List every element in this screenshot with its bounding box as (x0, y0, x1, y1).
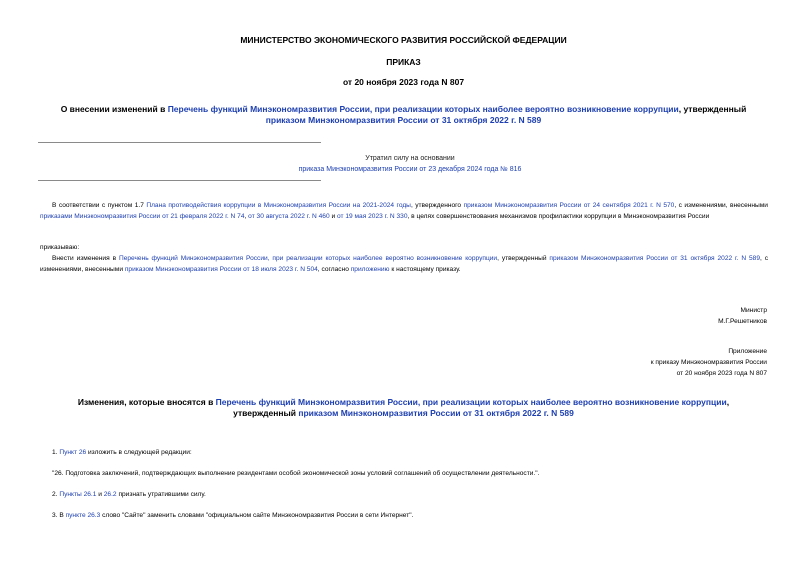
intro-text-6: , в целях совершенствования механизмов профилактики коррупции в Минэкономразвития России (407, 212, 710, 220)
separator-bottom (38, 180, 321, 181)
order-text-2: , утвержденный (497, 255, 550, 262)
changes-title-text-1: Изменения, которые вносятся в (77, 397, 216, 407)
item-2-text: признать утратившими силу. (116, 491, 206, 498)
intro-link-order-74[interactable]: приказами Минэкономразвития России от 21 февраля 2022 г. N 74 (40, 212, 245, 220)
order-text-5: к настоящему приказу. (389, 265, 461, 273)
item-3-number: 3. В (52, 512, 66, 519)
doc-type: ПРИКАЗ (386, 57, 421, 67)
intro-text-2: , утвержденного (410, 202, 464, 209)
document-title (40, 104, 767, 126)
doc-date: от 20 ноября 2023 года N 807 (342, 77, 465, 87)
appendix-label: Приложение (728, 348, 767, 355)
item-3-link[interactable]: пункте 26.3 (65, 512, 101, 519)
item-2-number: 2. (52, 491, 60, 498)
item-3 (52, 511, 413, 522)
item-2-and: и (96, 491, 104, 498)
ministry-name: МИНИСТЕРСТВО ЭКОНОМИЧЕСКОГО РАЗВИТИЯ РОССИЙСКОЙ ФЕДЕРАЦИИ (240, 35, 567, 45)
signature-position: Министр (740, 307, 767, 314)
expired-notice: Утратил силу на основании (365, 155, 455, 162)
item-3-text: слово "Сайте" заменить словами "официальном сайте Минэкономразвития России в сети Интернет". (100, 512, 414, 519)
changes-title-link-589[interactable]: приказом Минэкономразвития России от 31 октября 2022 г. N 589 (298, 408, 574, 418)
title-text-2: , утвержденный (678, 104, 747, 114)
separator-top (38, 142, 321, 143)
title-link-list[interactable]: Перечень функций Минэкономразвития России, при реализации которых наиболее вероятно возникновение коррупции (167, 104, 679, 114)
item-2 (52, 490, 206, 501)
changes-title-link-list[interactable]: Перечень функций Минэкономразвития России, при реализации которых наиболее вероятно возникновение коррупции (215, 397, 727, 407)
expired-link[interactable]: приказа Минэкономразвития России от 23 декабря 2024 года № 816 (298, 166, 522, 173)
intro-text-4: , (244, 212, 249, 220)
order-link-504[interactable]: приказом Минэкономразвития России от 18 июля 2023 г. N 504 (124, 265, 318, 273)
intro-link-plan[interactable]: Плана противодействия коррупции в Минэкономразвития России на 2021-2024 годы (146, 202, 411, 209)
intro-link-order-330[interactable]: от 19 мая 2023 г. N 330 (336, 212, 408, 220)
intro-text-3: , с изменениями, внесенными (674, 202, 768, 209)
title-text-1: О внесении изменений в (60, 104, 168, 114)
item-1-text: изложить в следующей редакции: (86, 449, 192, 456)
item-2-link-26-1[interactable]: Пункты 26.1 (59, 491, 97, 498)
changes-title-text-2: , утвержденный (233, 397, 730, 418)
order-word: приказываю: (40, 244, 80, 251)
intro-text-5: и (329, 212, 337, 220)
order-text-3: , с изменениями, внесенными (40, 255, 768, 273)
intro-link-order-570[interactable]: приказом Минэкономразвития России от 24 сентября 2021 г. N 570 (463, 202, 675, 209)
order-text-1: Внести изменения в (52, 255, 119, 262)
item-1-number: 1. (52, 449, 60, 456)
changes-title (50, 397, 757, 419)
item-2-link-26-2[interactable]: 26.2 (103, 491, 117, 498)
item-1-quote: "26. Подготовка заключений, подтверждающих выполнение резидентами особой экономической зоны условий соглашений об осуществлении деятельности.". (52, 470, 540, 477)
item-1 (52, 448, 192, 459)
order-paragraph (40, 254, 768, 275)
title-link-order[interactable]: приказом Минэкономразвития России от 31 октября 2022 г. N 589 (265, 115, 542, 125)
order-link-589[interactable]: приказом Минэкономразвития России от 31 октября 2022 г. N 589 (549, 255, 760, 262)
signature-name: М.Г.Решетников (718, 318, 767, 325)
appendix-date: от 20 ноября 2023 года N 807 (676, 370, 767, 377)
order-link-list[interactable]: Перечень функций Минэкономразвития России, при реализации которых наиболее вероятно возникновение коррупции (118, 255, 498, 262)
item-1-link[interactable]: Пункт 26 (59, 449, 87, 456)
order-text-4: , согласно (317, 265, 351, 273)
intro-paragraph (40, 201, 768, 222)
intro-text-1: В соответствии с пунктом 1.7 (52, 202, 147, 209)
appendix-ref: к приказу Минэкономразвития России (650, 359, 767, 366)
order-link-appendix[interactable]: приложению (350, 265, 390, 273)
intro-link-order-460[interactable]: от 30 августа 2022 г. N 460 (248, 212, 330, 220)
